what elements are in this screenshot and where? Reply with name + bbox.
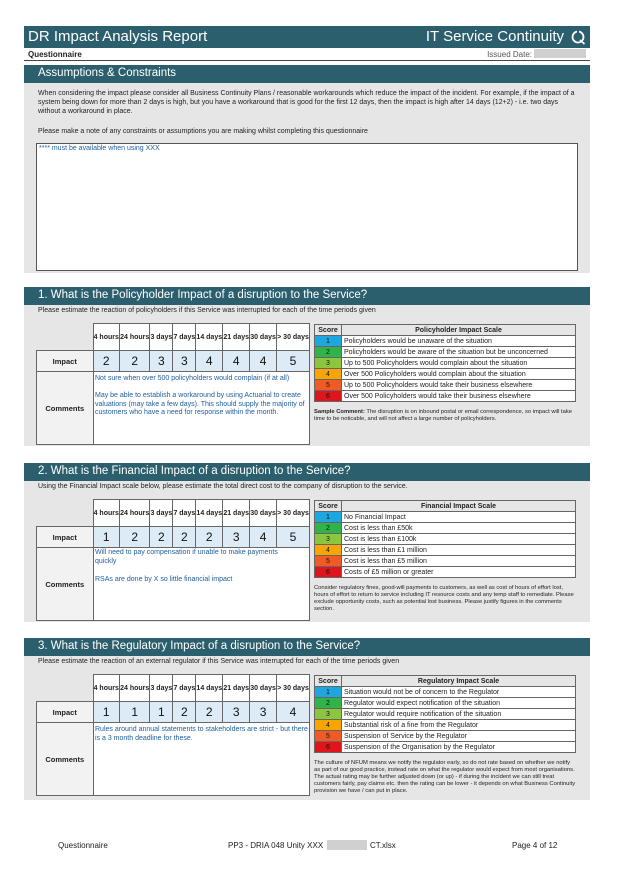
period-21d: 21 days	[223, 500, 250, 527]
period-7d: 7 days	[173, 675, 196, 702]
impact-cell[interactable]: 3	[223, 527, 250, 548]
impact-cell[interactable]: 4	[277, 702, 310, 723]
section-1-impact-table	[36, 323, 310, 445]
section-3-comment-1: Rules around annual statements to stakeholders are strict - but there is a 3 month deadline for these.	[95, 726, 308, 742]
scale-title: Financial Impact Scale	[342, 501, 576, 512]
report-header-bar	[24, 26, 590, 48]
scale-item: Cost is less than £1 million	[342, 545, 576, 556]
report-title: DR Impact Analysis Report	[28, 28, 208, 45]
section-3-panel	[24, 656, 590, 800]
period-24h: 24 hours	[119, 675, 149, 702]
section-2-comment-2: RSAs are done by X so little financial impact	[95, 576, 233, 583]
period-gt30d: > 30 days	[277, 324, 310, 351]
footer-page-number: Page 4 of 12	[512, 841, 558, 850]
period-4h: 4 hours	[93, 675, 119, 702]
section-1-note-label: Sample Comment:	[314, 409, 365, 415]
period-30d: 30 days	[250, 675, 277, 702]
impact-cell[interactable]: 1	[150, 702, 173, 723]
score-header: Score	[315, 501, 342, 512]
impact-cell[interactable]: 3	[173, 351, 196, 372]
scale-item: Policyholders would be unaware of the situation	[342, 336, 576, 347]
period-3d: 3 days	[150, 500, 173, 527]
assumptions-input[interactable]	[36, 143, 578, 271]
assumptions-heading: Assumptions & Constraints	[38, 67, 177, 79]
impact-cell[interactable]: 2	[173, 702, 196, 723]
period-21d: 21 days	[223, 675, 250, 702]
issued-date-label: Issued Date:	[487, 50, 532, 59]
period-14d: 14 days	[196, 675, 223, 702]
period-24h: 24 hours	[119, 500, 149, 527]
scale-item: Up to 500 Policyholders would complain about the situation	[342, 358, 576, 369]
score-6: 6	[315, 567, 342, 578]
assumptions-panel	[24, 83, 590, 273]
footer-left: Questionnaire	[58, 841, 108, 850]
section-1-note-text: The disruption is on inbound postal or email correspondence, so impact will take time to be noticable, and will not affect a large number of policyholders.	[314, 409, 572, 422]
impact-cell[interactable]: 4	[196, 351, 223, 372]
section-3-instruction: Please estimate the reaction of an external regulator if this Service was interrupted for each of the time periods given	[38, 658, 400, 665]
score-1: 1	[315, 512, 342, 523]
assumptions-heading-bar	[24, 65, 590, 83]
score-2: 2	[315, 347, 342, 358]
impact-cell[interactable]: 1	[93, 702, 119, 723]
section-1-heading-bar	[24, 287, 590, 305]
score-3: 3	[315, 358, 342, 369]
impact-cell[interactable]: 2	[150, 527, 173, 548]
section-1-heading: 1. What is the Policyholder Impact of a disruption to the Service?	[38, 289, 368, 301]
period-gt30d: > 30 days	[277, 675, 310, 702]
footer-filename-redacted	[327, 840, 367, 850]
period-4h: 4 hours	[93, 500, 119, 527]
scale-title: Regulatory Impact Scale	[342, 676, 576, 687]
section-1-comment-2: May be able to establish a workaround by using Actuarial to create valuations (may take a few days). This should supply the majority of customers who have a need for response within the month.	[95, 392, 305, 416]
score-4: 4	[315, 720, 342, 731]
score-5: 5	[315, 556, 342, 567]
score-4: 4	[315, 369, 342, 380]
score-4: 4	[315, 545, 342, 556]
score-2: 2	[315, 523, 342, 534]
impact-cell[interactable]: 5	[277, 527, 310, 548]
section-3-scale-table	[314, 675, 576, 753]
comments-label: Comments	[37, 723, 94, 796]
impact-cell[interactable]: 2	[119, 351, 149, 372]
brand-logo-icon	[570, 29, 586, 45]
section-1-panel	[24, 305, 590, 446]
section-2-heading: 2. What is the Financial Impact of a disruption to the Service?	[38, 465, 351, 477]
score-3: 3	[315, 709, 342, 720]
scale-item: Suspension of the Organisation by the Regulator	[342, 742, 576, 753]
scale-item: Suspension of Service by the Regulator	[342, 731, 576, 742]
impact-cell[interactable]: 2	[196, 527, 223, 548]
impact-label: Impact	[37, 702, 94, 723]
impact-cell[interactable]: 3	[250, 702, 277, 723]
period-14d: 14 days	[196, 500, 223, 527]
scale-item: Cost is less than £100k	[342, 534, 576, 545]
section-3-heading-bar	[24, 638, 590, 656]
impact-cell[interactable]: 3	[150, 351, 173, 372]
section-1-note	[314, 409, 576, 423]
score-3: 3	[315, 534, 342, 545]
impact-label: Impact	[37, 351, 94, 372]
score-5: 5	[315, 380, 342, 391]
impact-cell[interactable]: 4	[250, 527, 277, 548]
section-1-scale-table	[314, 324, 576, 402]
issued-date-redacted	[534, 49, 586, 58]
period-3d: 3 days	[150, 675, 173, 702]
impact-cell[interactable]: 1	[119, 702, 149, 723]
score-1: 1	[315, 336, 342, 347]
period-3d: 3 days	[150, 324, 173, 351]
scale-item: Policyholders would be aware of the situation but be unconcerned	[342, 347, 576, 358]
period-4h: 4 hours	[93, 324, 119, 351]
impact-cell[interactable]: 4	[223, 351, 250, 372]
scale-item: Regulator would expect notification of the situation	[342, 698, 576, 709]
scale-item: Over 500 Policyholders would complain about the situation	[342, 369, 576, 380]
comments-label: Comments	[37, 548, 94, 621]
scale-item: Cost is less than £5 million	[342, 556, 576, 567]
impact-cell[interactable]: 3	[223, 702, 250, 723]
period-7d: 7 days	[173, 500, 196, 527]
impact-cell[interactable]: 2	[93, 351, 119, 372]
scale-item: Costs of £5 million or greater	[342, 567, 576, 578]
section-2-note-text: Consider regulatory fines, good-will payments to customers, as well as cost of hours of effort lost, hours of effort to return to service including IT resource costs and any temp staff to remediate. Please exclude opportunity costs, such as potential lost business. Please justify figures in the comments section.	[314, 585, 574, 612]
scale-item: Over 500 Policyholders would take their business elsewhere	[342, 391, 576, 402]
section-3-note	[314, 760, 576, 798]
scale-item: Cost is less than £50k	[342, 523, 576, 534]
impact-cell[interactable]: 2	[119, 527, 149, 548]
period-30d: 30 days	[250, 500, 277, 527]
sub-header	[24, 48, 590, 61]
scale-item: Regulator would require notification of the situation	[342, 709, 576, 720]
comments-label: Comments	[37, 372, 94, 445]
period-30d: 30 days	[250, 324, 277, 351]
section-2-instruction: Using the Financial Impact scale below, please estimate the total direct cost to the company of disruption to the service.	[38, 483, 408, 490]
footer-filename: PP3 - DRIA 048 Unity XXX	[228, 841, 324, 850]
scale-item: Substantial risk of a fine from the Regulator	[342, 720, 576, 731]
section-2-note	[314, 585, 576, 613]
impact-cell[interactable]: 2	[173, 527, 196, 548]
section-1-comment-1: Not sure when over 500 policyholders would complain (if at all)	[95, 375, 290, 382]
impact-cell[interactable]: 5	[277, 351, 310, 372]
section-2-heading-bar	[24, 463, 590, 481]
section-2-scale-table	[314, 500, 576, 578]
scale-item: Situation would not be of concern to the Regulator	[342, 687, 576, 698]
section-1-instruction: Please estimate the reaction of policyholders if this Service was interrupted for each of the time periods given	[38, 307, 376, 314]
scale-item: Up to 500 Policyholders would take their business elsewhere	[342, 380, 576, 391]
score-1: 1	[315, 687, 342, 698]
score-6: 6	[315, 391, 342, 402]
assumptions-intro: When considering the impact please consider all Business Continuity Plans / reasonable workarounds which reduce the impact of the incident. For example, if the impact of a system being down for more than 2 days is high, but you have a workaround that is good for the first 12 days, then the impact is high after 14 days (12+2) - i.e. two days without a workaround in place.	[38, 90, 575, 115]
brand-name: IT Service Continuity	[425, 28, 564, 45]
impact-label: Impact	[37, 527, 94, 548]
period-24h: 24 hours	[119, 324, 149, 351]
score-5: 5	[315, 731, 342, 742]
section-2-comment-1: Will need to pay compensation if unable to make payments quickly	[95, 549, 278, 565]
assumptions-instruction: Please make a note of any constraints or assumptions you are making whilst completing this questionnaire	[38, 128, 368, 135]
assumptions-input-value: **** must be available when using XXX	[39, 145, 160, 152]
section-3-note-text: The culture of NFUM means we notify the regulator early, so do not rate based on whether we notify as part of our good practice, instead rate on what the regulator would expect from most organisations. The actual rating may be further adjusted down (or up) - if during the incident we can still treat customers fairly, pay claims etc. then the rating can be lower - it depends on what Business Continuity provision we have / can put in place.	[314, 760, 576, 794]
scale-item: No Financial Impact	[342, 512, 576, 523]
score-header: Score	[315, 325, 342, 336]
impact-cell[interactable]: 4	[250, 351, 277, 372]
section-3-heading: 3. What is the Regulatory Impact of a disruption to the Service?	[38, 640, 361, 652]
section-2-panel	[24, 481, 590, 622]
footer-filename-ext: CT.xlsx	[370, 841, 396, 850]
period-gt30d: > 30 days	[277, 500, 310, 527]
impact-cell[interactable]: 2	[196, 702, 223, 723]
scale-title: Policyholder Impact Scale	[342, 325, 576, 336]
score-6: 6	[315, 742, 342, 753]
score-2: 2	[315, 698, 342, 709]
doc-type: Questionnaire	[28, 50, 82, 59]
impact-cell[interactable]: 1	[93, 527, 119, 548]
score-header: Score	[315, 676, 342, 687]
period-14d: 14 days	[196, 324, 223, 351]
period-7d: 7 days	[173, 324, 196, 351]
period-21d: 21 days	[223, 324, 250, 351]
